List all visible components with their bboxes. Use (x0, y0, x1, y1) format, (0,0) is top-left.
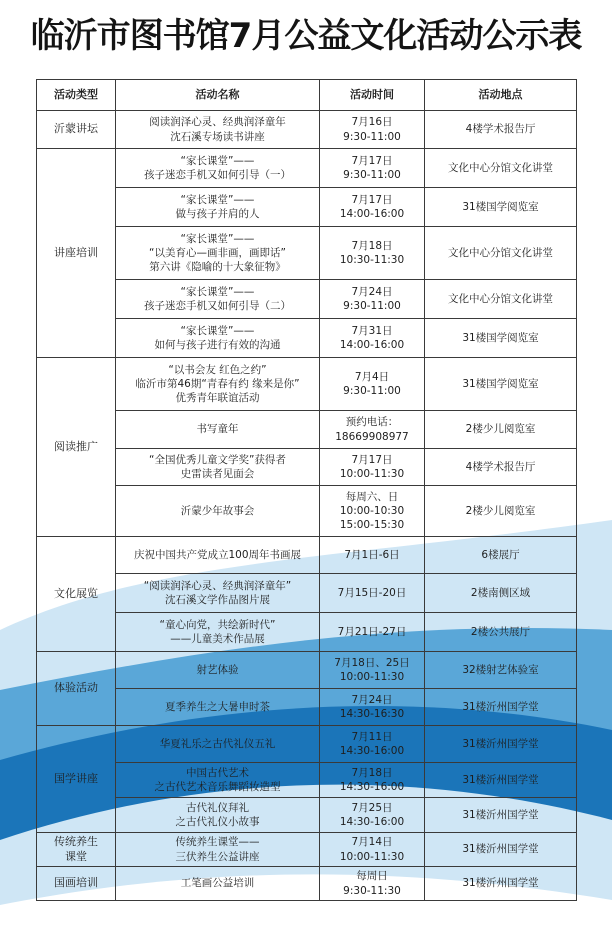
activity-time-line: 每周日 (356, 870, 388, 883)
activity-time-cell (320, 574, 425, 613)
activity-time-line: 7月18日、25日 (334, 656, 410, 669)
activity-name-cell (116, 358, 320, 411)
activity-time-cell (320, 111, 425, 149)
activity-type-cell (37, 726, 116, 833)
activity-name-line: 之古代艺术音乐舞蹈妆造型 (154, 781, 281, 793)
activity-time-line: 18669908977 (335, 430, 409, 443)
activity-time-line: 7月18日 (351, 766, 393, 779)
activity-name-line: 古代礼仪拜礼 (186, 801, 249, 814)
table-row (37, 798, 577, 833)
activity-time-line: 10:00-11:30 (339, 671, 405, 683)
table-row (37, 188, 577, 227)
activity-type-label: 课堂 (65, 849, 87, 863)
activity-time-line: 14:00-16:00 (339, 208, 405, 220)
activity-place-cell: 31楼国学阅览室 (425, 319, 577, 358)
activity-name-line: 沂蒙少年故事会 (180, 504, 255, 517)
activity-type-label: 国画培训 (54, 876, 98, 890)
activity-type-label: 讲座培训 (54, 245, 98, 259)
table-row (37, 411, 577, 449)
page-title: 临沂市图书馆7月公益文化活动公示表 (30, 16, 582, 56)
activity-name-cell (116, 652, 320, 689)
table-row (37, 111, 577, 149)
activity-name-line: 工笔画公益培训 (180, 877, 255, 890)
schedule-table (36, 79, 577, 901)
activity-name-cell (116, 726, 320, 763)
activity-name-cell (116, 111, 320, 149)
activity-type-cell (37, 537, 116, 652)
activity-name-cell (116, 149, 320, 188)
activity-time-cell (320, 726, 425, 763)
activity-place-cell: 2楼少儿阅览室 (425, 411, 577, 449)
activity-name-cell (116, 537, 320, 574)
activity-name-cell (116, 613, 320, 652)
activity-name-line: 华夏礼乐之古代礼仪五礼 (159, 737, 276, 750)
activity-time-line: 14:30-16:30 (339, 708, 405, 720)
activity-time-line: 9:30-11:00 (343, 300, 401, 312)
activity-name-line: ——儿童美术作品展 (170, 633, 265, 645)
activity-name-cell (116, 867, 320, 901)
activity-name-cell (116, 280, 320, 319)
activity-name-line: 孩子迷恋手机又如何引导（一） (144, 169, 291, 181)
activity-time-line: 7月16日 (351, 116, 393, 129)
activity-place-cell: 2楼公共展厅 (425, 613, 577, 652)
activity-time-line: 14:00-16:00 (339, 339, 405, 351)
activity-place-cell: 6楼展厅 (425, 537, 577, 574)
activity-time-line: 9:30-11:00 (343, 169, 401, 181)
activity-time-line: 7月24日 (351, 285, 393, 298)
activity-time-line: 7月24日 (351, 693, 393, 706)
table-row (37, 726, 577, 763)
activity-time-cell (320, 652, 425, 689)
activity-name-line: 书写童年 (196, 423, 239, 436)
activity-place-cell: 31楼沂州国学堂 (425, 833, 577, 867)
activity-place-cell: 31楼国学阅览室 (425, 188, 577, 227)
activity-name-line: 如何与孩子进行有效的沟通 (154, 339, 281, 351)
activity-place-cell: 31楼国学阅览室 (425, 358, 577, 411)
activity-name-line: 阅读润泽心灵、经典润泽童年 (149, 116, 286, 129)
activity-name-line: “家长课堂”—— (180, 285, 255, 298)
activity-name-cell (116, 833, 320, 867)
activity-time-cell (320, 613, 425, 652)
activity-time-line: 7月25日 (351, 801, 393, 814)
table-row (37, 763, 577, 798)
activity-name-line: 射艺体验 (196, 663, 239, 676)
activity-time-cell (320, 798, 425, 833)
activity-place-cell: 2楼少儿阅览室 (425, 486, 577, 537)
activity-place-cell: 4楼学术报告厅 (425, 449, 577, 486)
activity-time-line: 14:30-16:00 (339, 781, 405, 793)
activity-time-cell (320, 537, 425, 574)
activity-name-line: “以美育心—画非画，画即话” (149, 246, 286, 259)
activity-type-cell (37, 111, 116, 149)
activity-time-line: 10:00-11:30 (339, 850, 405, 863)
activity-place-cell: 31楼沂州国学堂 (425, 798, 577, 833)
table-row (37, 867, 577, 901)
activity-name-cell (116, 574, 320, 613)
table-row (37, 358, 577, 411)
table-row (37, 280, 577, 319)
activity-name-cell (116, 188, 320, 227)
activity-name-line: “全国优秀儿童文学奖”获得者 (149, 453, 286, 466)
activity-time-line: 9:30-11:00 (343, 130, 401, 143)
activity-name-line: “家长课堂”—— (180, 154, 255, 167)
activity-time-line: 7月4日 (354, 370, 390, 383)
schedule-body (37, 111, 577, 901)
table-row (37, 319, 577, 358)
header-type: 活动类型 (37, 80, 116, 111)
activity-name-line: 做与孩子并肩的人 (175, 208, 260, 220)
activity-name-line: “家长课堂”—— (180, 193, 255, 206)
table-row (37, 227, 577, 280)
activity-time-line: 预约电话： (345, 416, 399, 429)
activity-time-line: 7月15日-20日 (337, 586, 407, 599)
activity-type-label: 沂蒙讲坛 (54, 122, 98, 136)
activity-name-line: 第六讲《隐喻的十大象征物》 (149, 261, 286, 274)
table-row (37, 689, 577, 726)
activity-type-label: 体验活动 (54, 681, 98, 695)
activity-name-line: 传统养生课堂—— (175, 836, 260, 849)
activity-time-line: 7月11日 (351, 730, 393, 743)
activity-name-line: “家长课堂”—— (180, 232, 255, 245)
activity-time-cell (320, 689, 425, 726)
activity-place-cell: 31楼沂州国学堂 (425, 867, 577, 901)
activity-time-line: 9:30-11:30 (343, 884, 401, 897)
activity-name-line: 史雷读者见面会 (180, 468, 255, 480)
activity-time-line: 14:30-16:00 (339, 745, 405, 757)
activity-place-cell: 31楼沂州国学堂 (425, 726, 577, 763)
table-row (37, 486, 577, 537)
activity-place-cell: 31楼沂州国学堂 (425, 763, 577, 798)
activity-name-line: 庆祝中国共产党成立100周年书画展 (133, 548, 302, 561)
table-row (37, 833, 577, 867)
activity-name-line: 中国古代艺术 (186, 766, 249, 779)
activity-name-line: 夏季养生之大暑申时茶 (165, 700, 270, 713)
table-row (37, 537, 577, 574)
activity-name-line: “家长课堂”—— (180, 324, 255, 337)
activity-time-line: 15:00-15:30 (339, 519, 405, 532)
header-name: 活动名称 (116, 80, 320, 111)
activity-type-label: 国学讲座 (54, 771, 98, 785)
activity-name-cell (116, 449, 320, 486)
activity-name-line: 沈石溪专场读书讲座 (170, 130, 265, 143)
activity-time-line: 7月1日-6日 (344, 548, 400, 561)
activity-name-line: 沈石溪文学作品图片展 (165, 594, 270, 606)
activity-place-cell: 文化中心分馆文化讲堂 (425, 227, 577, 280)
activity-name-line: “阅读润泽心灵、经典润泽童年” (143, 579, 292, 592)
activity-time-line: 10:30-11:30 (339, 254, 405, 266)
activity-time-cell (320, 411, 425, 449)
activity-place-cell: 32楼射艺体验室 (425, 652, 577, 689)
activity-name-line: “童心向党，共绘新时代” (159, 618, 276, 631)
activity-type-cell (37, 867, 116, 901)
activity-type-cell (37, 358, 116, 537)
activity-name-line: “以书会友 红色之约” (168, 363, 267, 376)
activity-type-label: 阅读推广 (54, 439, 98, 453)
activity-time-cell (320, 763, 425, 798)
activity-place-cell: 文化中心分馆文化讲堂 (425, 280, 577, 319)
activity-time-cell (320, 449, 425, 486)
activity-time-cell (320, 227, 425, 280)
activity-name-line: 优秀青年联谊活动 (175, 392, 260, 405)
activity-name-line: 孩子迷恋手机又如何引导（二） (144, 300, 291, 312)
activity-time-cell (320, 358, 425, 411)
table-row (37, 149, 577, 188)
activity-time-cell (320, 188, 425, 227)
header-time: 活动时间 (320, 80, 425, 111)
activity-name-cell (116, 486, 320, 537)
activity-name-cell (116, 319, 320, 358)
activity-name-line: 三伏养生公益讲座 (175, 850, 260, 863)
activity-time-line: 14:30-16:00 (339, 816, 405, 828)
activity-type-label: 文化展览 (54, 586, 98, 600)
activity-name-line: 临沂市第46期“青春有约 缘来是你” (135, 377, 300, 390)
activity-type-cell (37, 833, 116, 867)
activity-place-cell: 31楼沂州国学堂 (425, 689, 577, 726)
activity-time-cell (320, 486, 425, 537)
activity-name-line: 之古代礼仪小故事 (175, 816, 260, 828)
activity-type-label: 传统养生 (54, 834, 98, 848)
activity-type-cell (37, 652, 116, 726)
activity-time-line: 7月18日 (351, 239, 393, 252)
activity-time-line: 7月14日 (351, 836, 393, 849)
table-row (37, 613, 577, 652)
table-row (37, 574, 577, 613)
activity-place-cell: 2楼南侧区域 (425, 574, 577, 613)
activity-time-line: 7月21日-27日 (337, 625, 407, 638)
activity-time-line: 9:30-11:00 (343, 385, 401, 397)
activity-time-line: 10:00-10:30 (339, 504, 405, 517)
activity-name-cell (116, 798, 320, 833)
activity-time-cell (320, 149, 425, 188)
activity-name-cell (116, 411, 320, 449)
table-row (37, 449, 577, 486)
activity-time-line: 7月17日 (351, 193, 393, 206)
activity-time-cell (320, 867, 425, 901)
activity-time-line: 7月17日 (351, 154, 393, 167)
header-place: 活动地点 (425, 80, 577, 111)
activity-time-cell (320, 280, 425, 319)
activity-place-cell: 4楼学术报告厅 (425, 111, 577, 149)
activity-time-line: 每周六、日 (345, 490, 399, 503)
activity-place-cell: 文化中心分馆文化讲堂 (425, 149, 577, 188)
activity-type-cell (37, 149, 116, 358)
activity-name-cell (116, 227, 320, 280)
header-row (37, 80, 577, 111)
activity-time-line: 7月31日 (351, 324, 393, 337)
activity-name-cell (116, 689, 320, 726)
activity-time-line: 7月17日 (351, 453, 393, 466)
table-row (37, 652, 577, 689)
activity-time-cell (320, 319, 425, 358)
activity-name-cell (116, 763, 320, 798)
activity-time-cell (320, 833, 425, 867)
activity-time-line: 10:00-11:30 (339, 468, 405, 480)
